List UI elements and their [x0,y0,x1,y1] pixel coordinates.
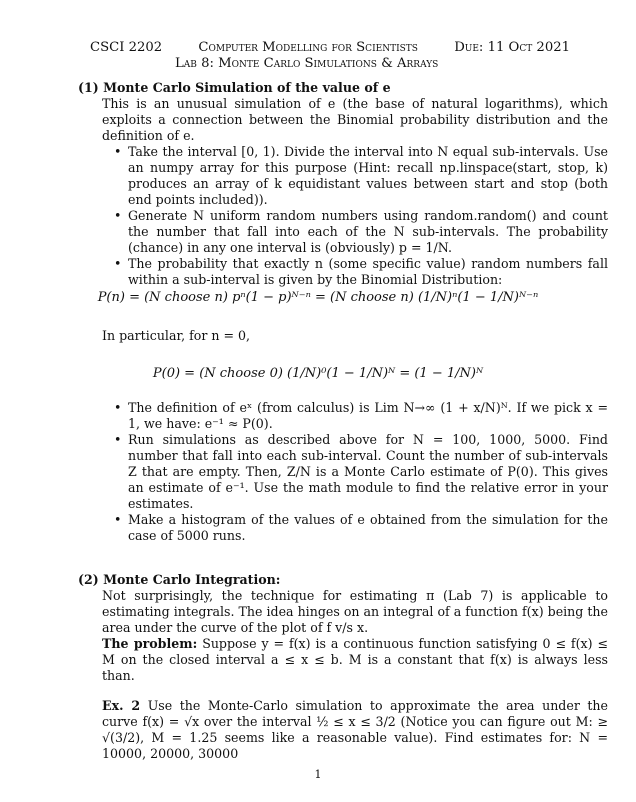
section-1-intro: This is an unusual simulation of e (the base of natural logarithms), which exploits a connection between the Binomial probability distribution and the definition of e. [102,96,608,143]
problem-label: The problem: [102,636,198,651]
in-particular-text: In particular, for n = 0, [102,328,251,343]
equation-p0: P(0) = (N choose 0) (1/N)⁰(1 − 1/N)ᴺ = (1 − 1/N)ᴺ [152,366,484,381]
problem-statement [102,636,608,684]
section-1 [78,80,608,288]
exercise-label: Ex. 2 [102,698,141,713]
document-header [90,40,570,72]
due-date: Due: 11 Oct 2021 [454,40,570,55]
bullet-definition-e: • The definition of eˣ (from calculus) is Lim N→∞ (1 + x/N)ᴺ. If we pick x = 1, we have: e⁻¹ ≈ P(0). [102,400,608,432]
section-1-bullets [102,144,608,288]
section-1-title: (1) Monte Carlo Simulation of the value of e [78,80,391,95]
bullet-interval: • Take the interval [0, 1). Divide the interval into N equal sub-intervals. Use an numpy array for this purpose (Hint: recall np.linspace(start, stop, k) produces an array of k equidistant values between start and stop (both end points included)). [102,144,608,208]
bullet-binomial: • The probability that exactly n (some specific value) random numbers fall within a sub-interval is given by the Binomial Distribution: [102,256,608,288]
problem-text: Suppose y = f(x) is a continuous function satisfying 0 ≤ f(x) ≤ M on the closed interval a ≤ x ≤ b. M is a constant that f(x) is always less than. [102,636,608,683]
section-2 [78,572,608,762]
bullet-generate: • Generate N uniform random numbers using random.random() and count the number that fall into each of the N sub-intervals. The probability (chance) in any one interval is (obviously) p = 1/N. [102,208,608,256]
section-2-title: (2) Monte Carlo Integration: [78,572,281,587]
bullet-histogram: • Make a histogram of the values of e obtained from the simulation for the case of 5000 runs. [102,512,608,544]
exercise-text: Use the Monte-Carlo simulation to approximate the area under the curve f(x) = √x over the interval ½ ≤ x ≤ 3/2 (Notice you can figure out M: ≥ √(3/2), M = 1.25 seems like a reasonable value). Find estimates for: N = 10000, 20000, 30000 [102,698,608,761]
bullet-run-simulations: • Run simulations as described above for N = 100, 1000, 5000. Find number that fall into each sub-interval. Count the number of sub-intervals Z that are empty. Then, Z/N is a Monte Carlo estimate of P(0). This gives an estimate of e⁻¹. Use the math module to find the relative error in your estimates. [102,432,608,512]
in-particular-line [78,328,608,344]
course-code: CSCI 2202 [90,40,163,55]
section-2-intro: Not surprisingly, the technique for estimating π (Lab 7) is applicable to estimating integrals. The idea hinges on an integral of a function f(x) being the area under the curve of the plot of f v/s x. [102,588,608,635]
section-1-bullets-2 [78,400,608,544]
equation-binomial: P(n) = (N choose n) pⁿ(1 − p)ᴺ⁻ⁿ = (N choose n) (1/N)ⁿ(1 − 1/N)ᴺ⁻ⁿ [97,290,539,305]
page-number: 1 [314,768,322,781]
exercise-2 [102,698,608,762]
lab-title: Lab 8: Monte Carlo Simulations & Arrays [175,56,439,71]
course-title: Computer Modelling for Scientists [198,40,418,55]
